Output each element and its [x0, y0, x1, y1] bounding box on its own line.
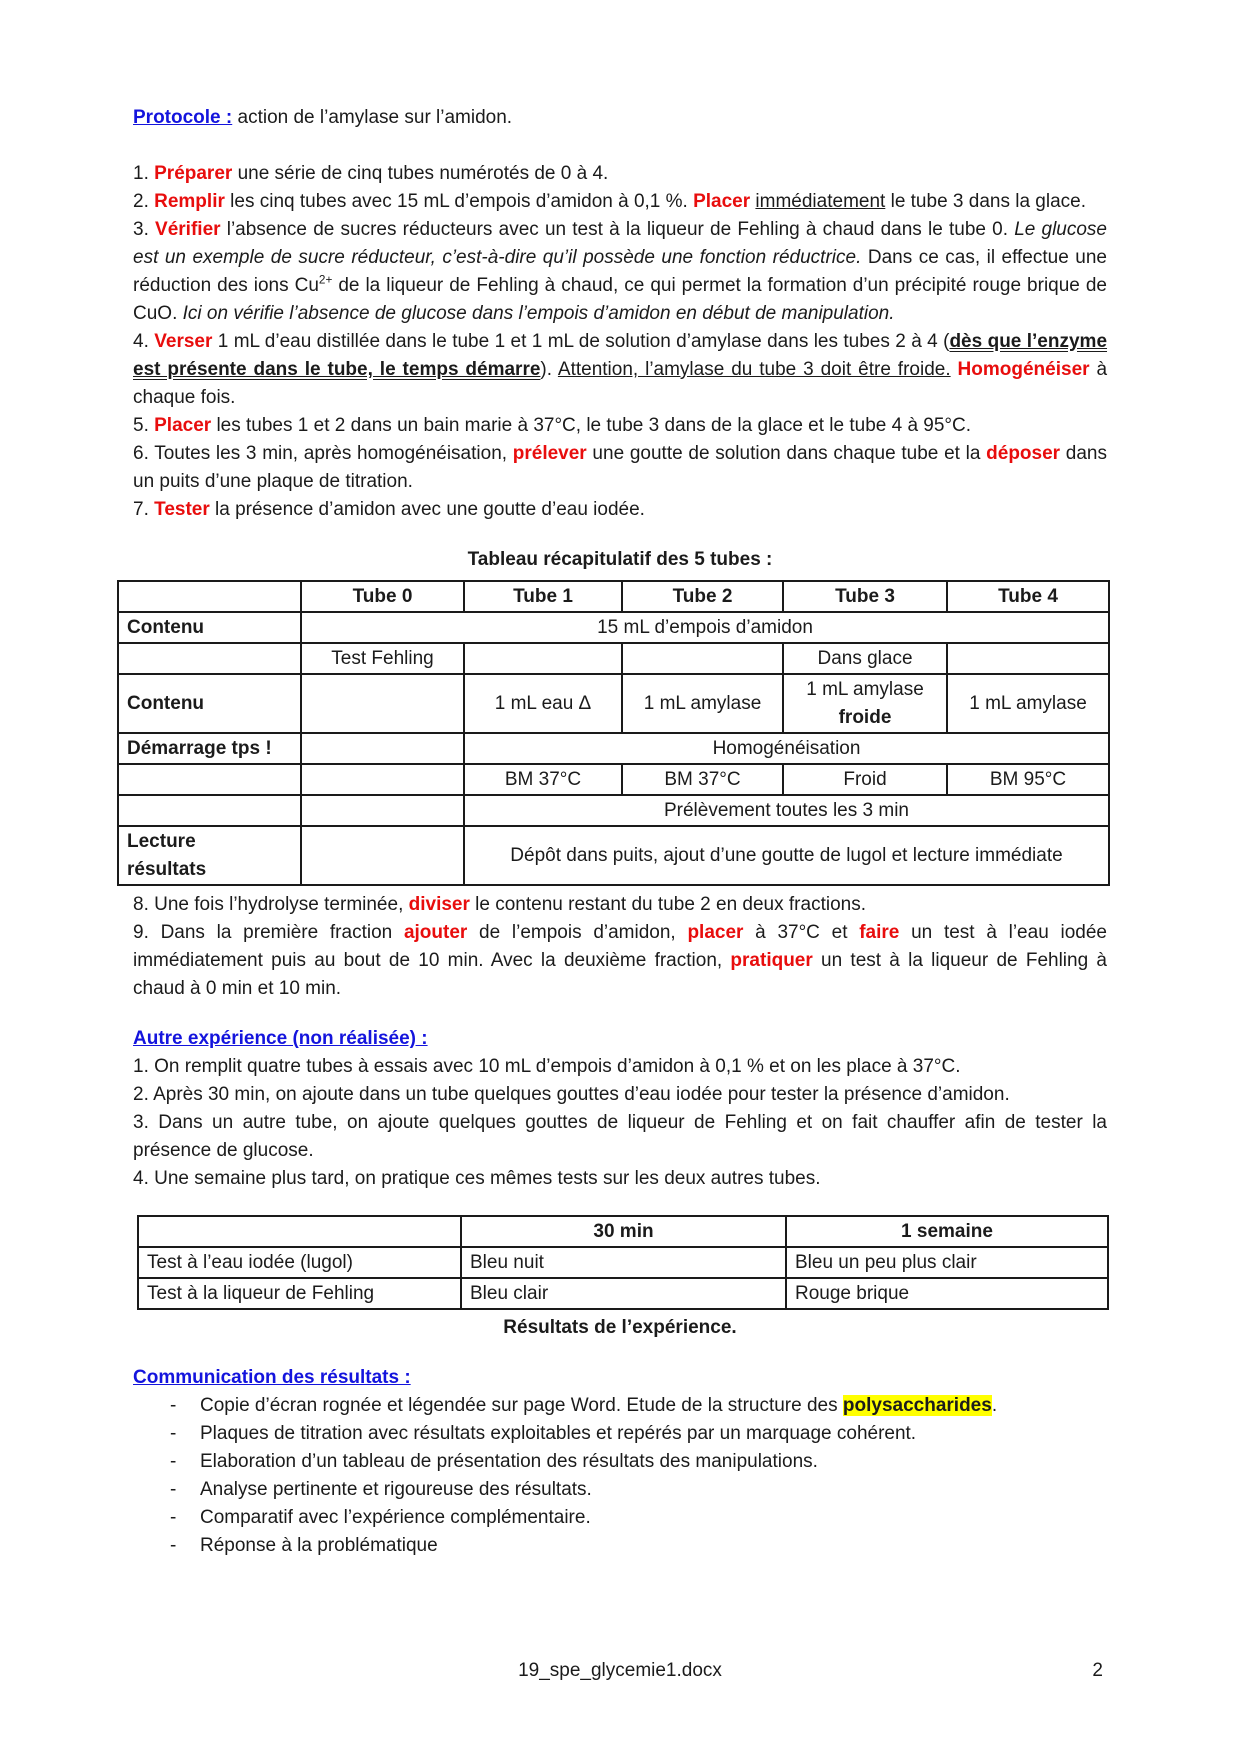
cell-amylase-4: 1 mL amylase [947, 674, 1109, 733]
step-8: 8. Une fois l’hydrolyse terminée, diviser le contenu restant du tube 2 en deux fractions. [133, 894, 866, 915]
list-item-text: Copie d’écran rognée et légendée sur page Word. Etude de la structure des polysaccharides. [200, 1395, 998, 1416]
cell-amylase-froide-line1: 1 mL amylase [806, 678, 924, 700]
list-item [133, 1504, 1107, 1532]
list-item-text: Comparatif avec l’expérience complémentaire. [200, 1507, 591, 1528]
cell-bm37-2: BM 37°C [622, 764, 783, 795]
communication-heading [133, 1364, 1107, 1392]
list-item [133, 1392, 1107, 1420]
cell-froid: Froid [783, 764, 947, 795]
row-prelevement [118, 795, 1109, 826]
other-step-2: 2. Après 30 min, on ajoute dans un tube quelques gouttes d’eau iodée pour tester la présence d’amidon. [133, 1084, 1010, 1105]
cell-test-lugol: Test à l’eau iodée (lugol) [138, 1247, 461, 1278]
list-item-text: Elaboration d’un tableau de présentation des résultats des manipulations. [200, 1451, 818, 1472]
cell-amylase-froide [783, 674, 947, 733]
cell-empty [301, 733, 464, 764]
row-label-contenu-2: Contenu [118, 674, 301, 733]
results-header-row [138, 1216, 1108, 1247]
bullet-dash: - [170, 1451, 177, 1472]
header-tube-4: Tube 4 [947, 581, 1109, 612]
list-item [133, 1476, 1107, 1504]
header-30min: 30 min [461, 1216, 786, 1247]
protocol-title [133, 104, 1107, 132]
other-experiment-heading-text: Autre expérience (non réalisée) : [133, 1028, 428, 1049]
corner-cell [118, 581, 301, 612]
other-step-1: 1. On remplit quatre tubes à essais avec 10 mL d’empois d’amidon à 0,1 % et on les place à 37°C. [133, 1056, 961, 1077]
tubes-table [117, 580, 1110, 886]
row-label-empty [118, 795, 301, 826]
cell-empty [301, 764, 464, 795]
bullet-dash: - [170, 1423, 177, 1444]
row-preparation [118, 643, 1109, 674]
header-tube-3: Tube 3 [783, 581, 947, 612]
cell-depot-lugol: Dépôt dans puits, ajout d’une goutte de lugol et lecture immédiate [464, 826, 1109, 885]
other-step-4: 4. Une semaine plus tard, on pratique ces mêmes tests sur les deux autres tubes. [133, 1168, 821, 1189]
row-label-contenu-1: Contenu [118, 612, 301, 643]
cell-test-fehling2: Test à la liqueur de Fehling [138, 1278, 461, 1309]
bullet-dash: - [170, 1535, 177, 1556]
cell-empois-merged: 15 mL d’empois d’amidon [301, 612, 1109, 643]
row-demarrage [118, 733, 1109, 764]
step-6: 6. Toutes les 3 min, après homogénéisation, prélever une goutte de solution dans chaque tube et la déposer dans un puits d’une plaque de titration. [133, 443, 1107, 492]
communication-list [133, 1392, 1107, 1560]
step-3: 3. Vérifier l’absence de sucres réducteurs avec un test à la liqueur de Fehling à chaud dans le tube 0. Le glucose est un exemple de sucre réducteur, c’est-à-dire qu’il possède une fonction réductrice. Dans ce cas, il effectue une réduction des ions $Cu^{2+}$ de la liqueur de Fehling à chaud, ce qui permet la formation d’un précipité rouge brique de CuO. Ici on vérifie l’absence de glucose dans l’empois d’amidon en début de manipulation. [133, 219, 1108, 324]
row-lecture [118, 826, 1109, 885]
step-2: 2. Remplir les cinq tubes avec 15 mL d’empois d’amidon à 0,1 %. Placer immédiatement le tube 3 dans la glace. [133, 191, 1087, 212]
list-item [133, 1532, 1107, 1560]
bullet-dash: - [170, 1507, 177, 1528]
cell-eau-delta: 1 mL eau Δ [464, 674, 622, 733]
cell-bleu-clair: Bleu clair [461, 1278, 786, 1309]
cell-empty [947, 643, 1109, 674]
row-label-lecture-line2: résultats [127, 858, 207, 880]
results-row-fehling [138, 1278, 1108, 1309]
bullet-dash: - [170, 1395, 177, 1416]
results-row-lugol [138, 1247, 1108, 1278]
cell-empty [301, 674, 464, 733]
row-label-lecture [118, 826, 301, 885]
cell-empty [464, 643, 622, 674]
other-step-3: 3. Dans un autre tube, on ajoute quelques gouttes de liqueur de Fehling et on fait chauffer afin de tester la présence de glucose. [133, 1112, 1107, 1161]
row-label-demarrage: Démarrage tps ! [118, 733, 301, 764]
cell-test-fehling: Test Fehling [301, 643, 464, 674]
cell-empty [301, 795, 464, 826]
header-tube-0: Tube 0 [301, 581, 464, 612]
cell-rouge-brique: Rouge brique [786, 1278, 1108, 1309]
corner-cell [138, 1216, 461, 1247]
protocol-title-rest: action de l’amylase sur l’amidon. [232, 107, 513, 128]
row-label-empty [118, 643, 301, 674]
list-item [133, 1420, 1107, 1448]
footer-filename: 19_spe_glycemie1.docx [518, 1660, 722, 1681]
cell-amylase-froide-line2: froide [838, 706, 892, 728]
cell-empty [301, 826, 464, 885]
protocol-title-label: Protocole : [133, 107, 233, 128]
page-footer [0, 1657, 1240, 1685]
cell-homogeneisation: Homogénéisation [464, 733, 1109, 764]
cell-bm95: BM 95°C [947, 764, 1109, 795]
bullet-dash: - [170, 1479, 177, 1500]
row-label-empty [118, 764, 301, 795]
cell-prelevement: Prélèvement toutes les 3 min [464, 795, 1109, 826]
cell-empty [622, 643, 783, 674]
communication-heading-text: Communication des résultats : [133, 1367, 411, 1388]
footer-page-number: 2 [1092, 1660, 1103, 1681]
step-1: 1. Préparer une série de cinq tubes numérotés de 0 à 4. [133, 163, 609, 184]
tubes-table-caption: Tableau récapitulatif des 5 tubes : [467, 549, 773, 570]
row-temperature [118, 764, 1109, 795]
row-contenu-1 [118, 612, 1109, 643]
cell-amylase-2: 1 mL amylase [622, 674, 783, 733]
row-label-lecture-line1: Lecture [127, 830, 196, 852]
step-9: 9. Dans la première fraction ajouter de l’empois d’amidon, placer à 37°C et faire un test à l’eau iodée immédiatement puis au bout de 10 min. Avec la deuxième fraction, pratiquer un test à la liqueur de Fehling à chaud à 0 min et 10 min. [133, 922, 1107, 999]
results-table-caption: Résultats de l’expérience. [503, 1317, 737, 1338]
header-tube-1: Tube 1 [464, 581, 622, 612]
list-item-text: Réponse à la problématique [200, 1535, 438, 1556]
list-item [133, 1448, 1107, 1476]
step-5: 5. Placer les tubes 1 et 2 dans un bain marie à 37°C, le tube 3 dans de la glace et le tube 4 à 95°C. [133, 415, 972, 436]
row-contenu-2 [118, 674, 1109, 733]
cell-dans-glace: Dans glace [783, 643, 947, 674]
step-7: 7. Tester la présence d’amidon avec une goutte d’eau iodée. [133, 499, 645, 520]
results-table [137, 1215, 1109, 1310]
other-experiment-heading [133, 1025, 1107, 1053]
header-tube-2: Tube 2 [622, 581, 783, 612]
header-1semaine: 1 semaine [786, 1216, 1108, 1247]
cell-bleu-nuit: Bleu nuit [461, 1247, 786, 1278]
cell-bleu-clair-plus: Bleu un peu plus clair [786, 1247, 1108, 1278]
cell-bm37-1: BM 37°C [464, 764, 622, 795]
list-item-text: Analyse pertinente et rigoureuse des résultats. [200, 1479, 592, 1500]
tubes-table-header-row [118, 581, 1109, 612]
list-item-text: Plaques de titration avec résultats exploitables et repérés par un marquage cohérent. [200, 1423, 917, 1444]
step-4: 4. Verser 1 mL d’eau distillée dans le tube 1 et 1 mL de solution d’amylase dans les tubes 2 à 4 (dès que l’enzyme est présente dans le tube, le temps démarre). Attention, l’amylase du tube 3 doit être froide. Homogénéiser à chaque fois. [133, 331, 1108, 408]
